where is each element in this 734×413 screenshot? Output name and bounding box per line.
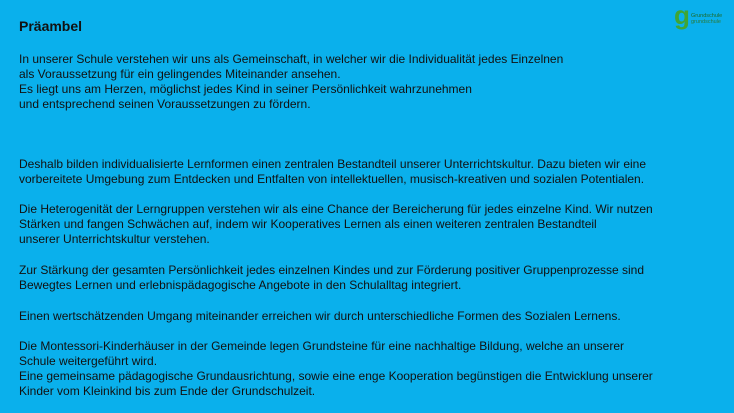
text-line: Eine gemeinsame pädagogische Grundausrichtung, sowie eine enge Kooperation begünstigen die Entwicklung unserer <box>19 369 653 383</box>
text-line: Einen wertschätzenden Umgang miteinander erreichen wir durch unterschiedliche Formen des Sozialen Lernens. <box>19 309 621 323</box>
text-line: Die Heterogenität der Lerngruppen verstehen wir als eine Chance der Bereicherung für jedes einzelne Kind. Wir nutzen <box>19 202 653 216</box>
text-line: Die Montessori-Kinderhäuser in der Gemeinde legen Grundsteine für eine nachhaltige Bildung, welche an unserer <box>19 339 625 353</box>
text-line: Zur Stärkung der gesamten Persönlichkeit jedes einzelnen Kindes und zur Förderung positiver Gruppenprozesse sind <box>19 263 645 277</box>
logo-name: Grundschule <box>691 13 723 19</box>
text-line: vorbereitete Umgebung zum Entdecken und Entfalten von intellektuellen, musisch-kreativen und sozialen Potentialen. <box>19 172 645 186</box>
text-line: Bewegtes Lernen und erlebnispädagogische Angebote in den Schulalltag integriert. <box>19 278 462 292</box>
paragraph <box>19 263 729 293</box>
text-line: Es liegt uns am Herzen, möglichst jedes Kind in seiner Persönlichkeit wahrzunehmen <box>19 82 472 96</box>
slide-body <box>19 52 729 399</box>
paragraph <box>19 157 729 187</box>
school-logo <box>674 0 726 34</box>
text-line: In unserer Schule verstehen wir uns als Gemeinschaft, in welcher wir die Individualität jedes Einzelnen <box>19 52 564 66</box>
paragraph <box>19 339 729 399</box>
logo-mark: g <box>674 0 690 30</box>
text-line: Schule weitergeführt wird. <box>19 354 158 368</box>
text-line: und entsprechend seinen Voraussetzungen zu fördern. <box>19 97 311 111</box>
slide-title: Präambel <box>19 18 83 34</box>
text-line: Kinder vom Kleinkind bis zum Ende der Grundschulzeit. <box>19 384 316 398</box>
text-line: Stärken und fangen Schwächen auf, indem wir Kooperatives Lernen als einen weiteren zentralen Bestandteil <box>19 217 597 231</box>
text-line: als Voraussetzung für ein gelingendes Miteinander ansehen. <box>19 67 341 81</box>
paragraph <box>19 52 729 112</box>
logo-subname: grundschule <box>691 19 721 25</box>
logo-text <box>691 13 722 25</box>
paragraph <box>19 202 729 247</box>
paragraph <box>19 309 729 324</box>
text-line: Deshalb bilden individualisierte Lernformen einen zentralen Bestandteil unserer Unterrichtskultur. Dazu bieten wir eine <box>19 157 647 171</box>
text-line: unserer Unterrichtskultur verstehen. <box>19 232 210 246</box>
